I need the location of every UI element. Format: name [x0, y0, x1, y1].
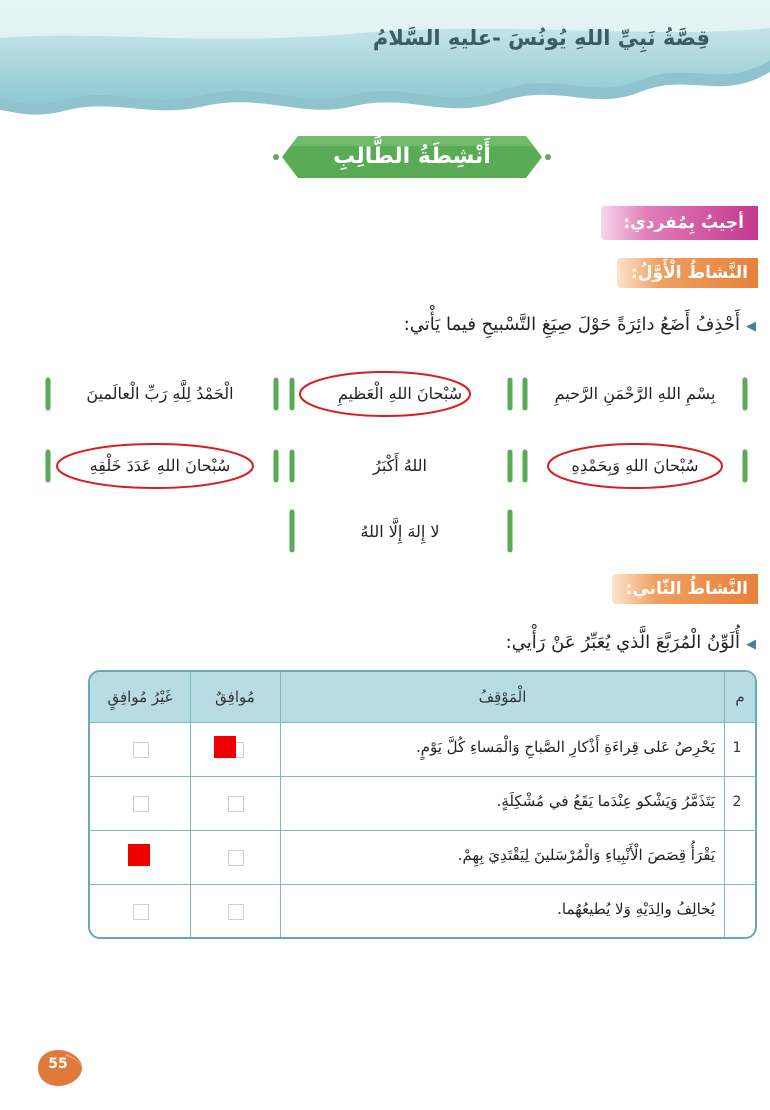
page-number: 55 [48, 1056, 68, 1072]
row-4-disagree-checkbox[interactable] [133, 904, 149, 920]
phrase-subhan-allah-adada-khalqihi[interactable]: سُبْحانَ اللهِ عَدَدَ خَلْقِهِ [89, 456, 231, 475]
activity-two-label: النَّشاطُ الثّاني: [612, 574, 758, 604]
row-1-text: يَحْرِصُ عَلى قِراءَةِ أَذْكارِ الصَّباحِ وَالْمَساءِ كُلَّ يَوْمٍ. [415, 738, 715, 756]
row-4-text: يُخالِفُ والِدَيْهِ وَلا يُطيعُهُما. [557, 900, 715, 918]
activity-one-label: النَّشاطُ الْأَوَّلُ: [617, 258, 758, 288]
phrase-bismillah[interactable]: بِسْمِ اللهِ الرَّحْمَنِ الرَّحيمِ [554, 384, 716, 403]
row-1-agree-colored-mark [214, 736, 236, 758]
phrase-subhan-allah-wa-bihamdihi[interactable]: سُبْحانَ اللهِ وَبِحَمْدِهِ [571, 456, 699, 475]
phrase-allahu-akbar[interactable]: اللهُ أَكْبَرُ [373, 456, 427, 475]
header-agree: مُوافِقٌ [215, 688, 255, 706]
header-num: م [735, 688, 745, 706]
row-4-agree-checkbox[interactable] [228, 904, 244, 920]
activities-title: أَنْشِطَةُ الطَّالِبِ [333, 144, 491, 169]
opinion-table [88, 670, 757, 939]
phrase-la-ilaha-illa-allah[interactable]: لا إِلهَ إِلَّا اللهُ [360, 522, 440, 541]
row-3-text: يَقْرَأُ قِصَصَ الْأَنْبِياءِ وَالْمُرْسَلينَ لِيَقْتَدِيَ بِهِمْ. [457, 846, 715, 864]
row-3-agree-checkbox[interactable] [228, 850, 244, 866]
col-divider [280, 672, 281, 937]
phrase-subhan-allah-al-azim[interactable]: سُبْحانَ اللهِ الْعَظيمِ [337, 384, 463, 403]
activity-one-instruction [404, 314, 756, 335]
triangle-bullet-icon: ◀ [746, 637, 756, 652]
activity-one-instruction-text: أَحْذِفُ أَضَعُ دائِرَةً حَوْلَ صِيَغِ التَّسْبيحِ فيما يَأْتي: [403, 314, 740, 335]
header-situation: الْمَوْقِفُ [478, 688, 527, 706]
row-1-number: 1 [732, 740, 742, 756]
activity-two-instruction-text: أُلَوِّنُ الْمُرَبَّعَ الَّذي يُعَبِّرُ عَنْ رَأْيي: [505, 632, 740, 653]
header-wave-banner [0, 0, 770, 120]
activity-two-instruction [506, 632, 756, 653]
row-2-agree-checkbox[interactable] [228, 796, 244, 812]
col-divider [190, 672, 191, 937]
triangle-bullet-icon: ◀ [746, 319, 756, 334]
phrase-alhamdulillah[interactable]: الْحَمْدُ لِلَّهِ رَبِّ الْعالَمينَ [86, 384, 234, 403]
row-2-disagree-checkbox[interactable] [133, 796, 149, 812]
row-3-disagree-colored-mark [128, 844, 150, 866]
row-2-number: 2 [732, 794, 742, 810]
answer-alone-label: أجيبُ بِمُفردي: [601, 206, 758, 240]
row-1-disagree-checkbox[interactable] [133, 742, 149, 758]
chapter-title: قِصَّةُ نَبِيِّ اللهِ يُونُسَ -عليهِ السَّلامُ [372, 26, 710, 50]
header-disagree: غَيْرُ مُوافِقٍ [107, 688, 173, 706]
row-2-text: يَتَذَمَّرُ وَيَشْكو عِنْدَما يَقَعُ في مُشْكِلَةٍ. [496, 792, 715, 810]
